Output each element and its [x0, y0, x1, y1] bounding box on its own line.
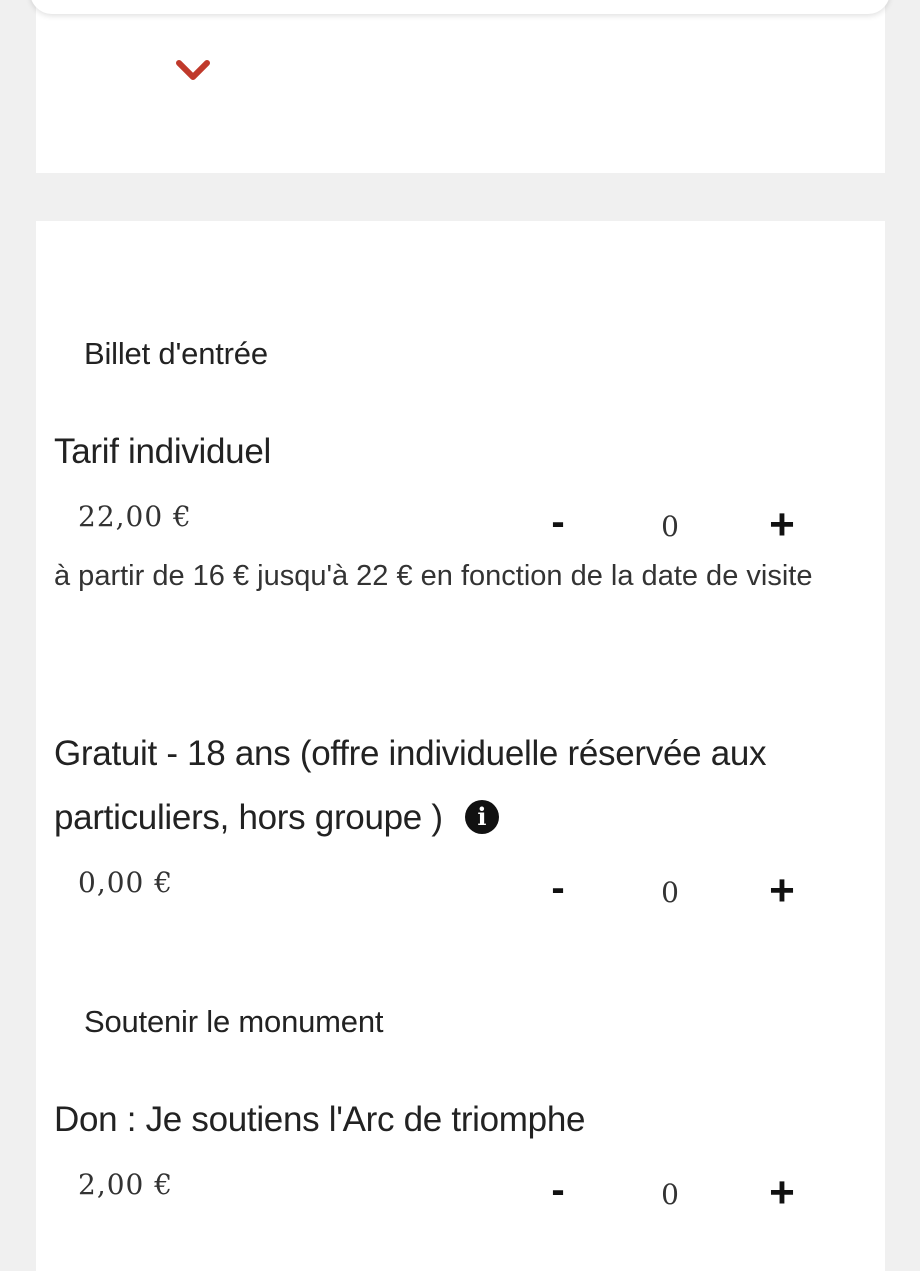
- info-icon[interactable]: i: [465, 800, 499, 834]
- quantity-donation: 0: [661, 1178, 679, 1211]
- quantity-individual: 0: [661, 510, 679, 543]
- increment-button-free[interactable]: +: [769, 866, 795, 915]
- popup-overlay-edge: [30, 0, 890, 14]
- item-title-donation: Don : Je soutiens l'Arc de triomphe: [54, 1100, 586, 1139]
- decrement-button-free[interactable]: -: [551, 866, 565, 910]
- price-individual: 22,00 €: [78, 500, 192, 533]
- item-title-free: [54, 722, 874, 850]
- previous-card: [36, 0, 885, 173]
- decrement-button-donation[interactable]: -: [551, 1168, 565, 1212]
- price-donation: 2,00 €: [78, 1168, 174, 1201]
- increment-button-individual[interactable]: +: [769, 500, 795, 549]
- decrement-button-individual[interactable]: -: [551, 500, 565, 544]
- section-title-support: Soutenir le monument: [84, 1004, 384, 1039]
- price-free: 0,00 €: [78, 866, 174, 899]
- chevron-down-icon[interactable]: [174, 56, 212, 84]
- item-title-individual: Tarif individuel: [54, 432, 271, 471]
- item-title-free-text: Gratuit - 18 ans (offre individuelle réservée aux particuliers, hors groupe ): [54, 734, 767, 837]
- price-description-individual: à partir de 16 € jusqu'à 22 € en fonction de la date de visite: [54, 560, 813, 592]
- quantity-free: 0: [661, 876, 679, 909]
- increment-button-donation[interactable]: +: [769, 1168, 795, 1217]
- section-title-entry: Billet d'entrée: [84, 336, 268, 371]
